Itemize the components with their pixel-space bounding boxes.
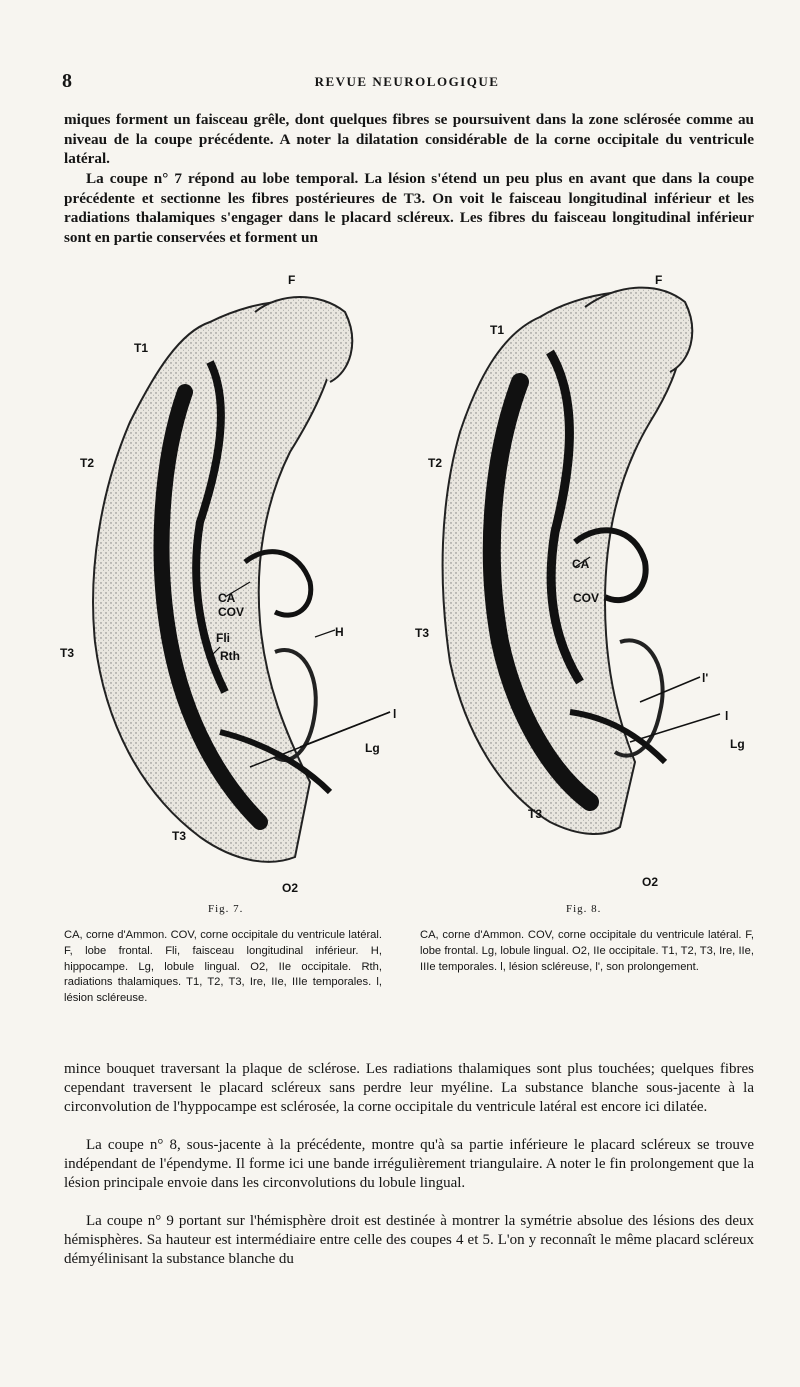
fig7-section-drawing bbox=[60, 273, 396, 895]
fig8-label-Lg: Lg bbox=[730, 737, 745, 751]
fig7-label-F: F bbox=[288, 273, 296, 287]
fig7-label-O2: O2 bbox=[282, 881, 299, 895]
fig7-label-T3-bottom: T3 bbox=[172, 829, 187, 843]
fig7-label-Lg: Lg bbox=[365, 741, 380, 755]
paragraph-coupe-8: La coupe n° 8, sous-jacente à la précédente, montre qu'à sa partie inférieure le placard scléreux se trouve indépendant de l'épendyme. Il forme ici une bande irrégulièrement triangulaire. A noter le fin prolongement que la lésion principale envoie dans les circonvolutions du lobule lingual. bbox=[64, 1137, 754, 1191]
fig7-label-T2: T2 bbox=[80, 456, 95, 470]
fig7-label-T1: T1 bbox=[134, 341, 149, 355]
paragraph-coupe-7: La coupe n° 7 répond au lobe temporal. La lésion s'étend un peu plus en avant que dans la coupe précédente et sectionne les fibres postérieures de T3. On voit le faisceau longitudinal inférieur et les radiations thalamiques s'engager dans le placard scléreux. Les fibres du faisceau longitudinal inférieur sont en partie conservées et forment un bbox=[64, 170, 754, 246]
fig8-label-CA: CA bbox=[572, 557, 590, 571]
fig7-label-H: H bbox=[335, 625, 344, 639]
fig7-label-l: l bbox=[393, 707, 397, 721]
fig7-label-CA: CA bbox=[218, 591, 236, 605]
fig7-number: Fig. 7. bbox=[208, 903, 244, 915]
fig7-label-Rth: Rth bbox=[220, 649, 240, 663]
fig8-caption: CA, corne d'Ammon. COV, corne occipitale du ventricule latéral. F, lobe frontal. Lg, lobule lingual. O2, IIe occipitale. T1, T2, T3, Ire, IIe, IIIe temporales. l, lésion scléreuse, l', son prolongement. bbox=[420, 929, 754, 973]
fig7-label-T3-side: T3 bbox=[60, 646, 75, 660]
paragraph-continued: miques forment un faisceau grêle, dont quelques fibres se poursuivent dans la zone sclérosée comme au niveau de la coupe précédente. A noter la dilatation considérable de la corne occipitale du ventricule latéral. bbox=[64, 111, 754, 167]
fig8-label-F: F bbox=[655, 273, 663, 287]
fig7-caption: CA, corne d'Ammon. COV, corne occipitale du ventricule latéral. F, lobe frontal. Fli, faisceau longitudinal inférieur. H, hippocampe. Lg, lobule lingual. O2, IIe occipitale. Rth, radiations thalamiques. T1, T2, T3, Ire, IIe, IIIe temporales. l, lésion scléreuse. bbox=[64, 929, 382, 1005]
page-header bbox=[62, 70, 752, 92]
fig8-label-l: l bbox=[725, 709, 729, 723]
fig8-section-drawing bbox=[415, 273, 745, 889]
fig8-label-T3-side: T3 bbox=[415, 626, 430, 640]
paragraph-coupe-9: La coupe n° 9 portant sur l'hémisphère droit est destinée à montrer la symétrie absolue des lésions des deux hémisphères. Sa hauteur est intermédiaire entre celle des coupes 4 et 5. L'on y reconnaît le même placard scléreux démyélinisant la substance blanche du bbox=[64, 1213, 754, 1267]
fig8-label-l-prime: l' bbox=[702, 671, 709, 685]
fig8-label-T2: T2 bbox=[428, 456, 443, 470]
fig8-label-T3-bottom: T3 bbox=[528, 807, 543, 821]
figures-block bbox=[60, 262, 760, 902]
paragraph-bouquet: mince bouquet traversant la plaque de sclérose. Les radiations thalamiques sont plus touchées; quelques fibres cependant traversent le placard scléreux sans perdre leur myéline. La substance blanche sous-jacente à la circonvolution de l'hyppocampe est sclérosée, la corne occipitale du ventricule latéral est encore ici dilatée. bbox=[64, 1061, 754, 1115]
fig7-label-Fli: Fli bbox=[216, 631, 230, 645]
fig7-label-COV: COV bbox=[218, 605, 245, 619]
page-number: 8 bbox=[62, 70, 72, 92]
journal-title: REVUE NEUROLOGIQUE bbox=[314, 74, 500, 89]
fig8-label-O2: O2 bbox=[642, 875, 659, 889]
brain-sections-illustration bbox=[60, 262, 760, 902]
fig8-number: Fig. 8. bbox=[566, 903, 602, 915]
fig8-label-T1: T1 bbox=[490, 323, 505, 337]
fig8-label-COV: COV bbox=[573, 591, 600, 605]
